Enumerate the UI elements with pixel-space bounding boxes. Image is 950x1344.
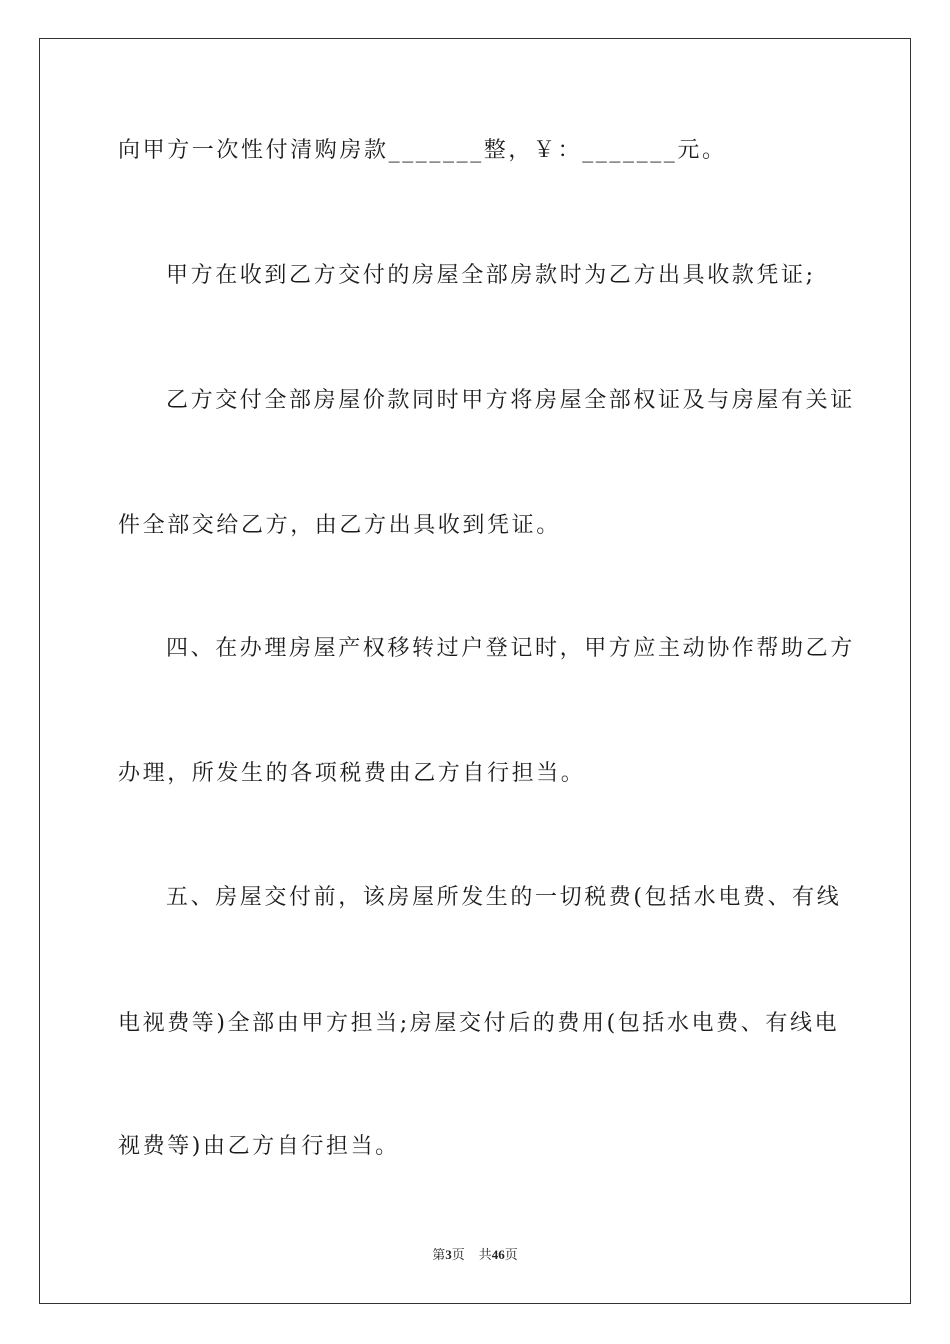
page-footer	[0, 1246, 950, 1264]
paragraph-line-9: 视费等)由乙方自行担当。	[118, 1134, 400, 1159]
paragraph-line-3: 乙方交付全部房屋价款同时甲方将房屋全部权证及与房屋有关证	[166, 388, 855, 413]
footer-total-prefix: 共	[478, 1247, 492, 1262]
footer-page-suffix: 页	[451, 1247, 465, 1262]
footer-page-number: 3	[445, 1247, 452, 1262]
paragraph-line-2: 甲方在收到乙方交付的房屋全部房款时为乙方出具收款凭证;	[166, 263, 816, 288]
paragraph-line-7: 五、房屋交付前，该房屋所发生的一切税费(包括水电费、有线	[166, 885, 842, 910]
footer-total-pages: 46	[491, 1247, 505, 1262]
paragraph-line-5: 四、在办理房屋产权移转过户登记时，甲方应主动协作帮助乙方	[166, 636, 855, 661]
paragraph-line-6: 办理，所发生的各项税费由乙方自行担当。	[118, 761, 586, 786]
footer-page-prefix: 第	[432, 1247, 446, 1262]
paragraph-line-1: 向甲方一次性付清购房款_______整，￥：_______元。	[118, 138, 727, 163]
paragraph-line-4: 件全部交给乙方，由乙方出具收到凭证。	[118, 513, 561, 538]
page-border	[39, 38, 911, 1304]
paragraph-line-8: 电视费等)全部由甲方担当;房屋交付后的费用(包括水电费、有线电	[118, 1011, 840, 1036]
footer-total-suffix: 页	[504, 1247, 518, 1262]
